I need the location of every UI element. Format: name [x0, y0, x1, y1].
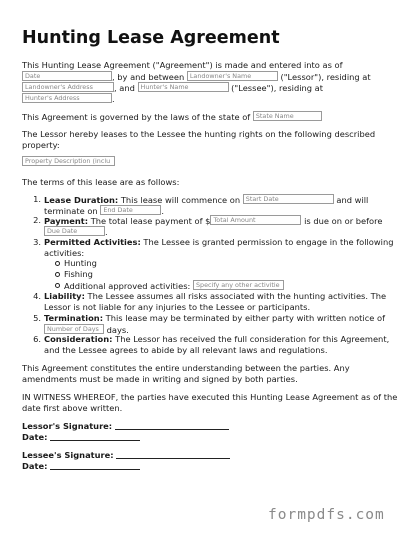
- term-text: The Lessee assumes all risks associated with the hunting activities. The: [87, 291, 387, 301]
- term-text: This lease will commence on: [120, 195, 241, 205]
- term-permitted-activities: [44, 237, 394, 248]
- bullet-icon: [55, 283, 60, 288]
- governing-text: This Agreement is governed by the laws of the state of: [22, 112, 251, 122]
- intro-line-4: [22, 93, 115, 105]
- end-date-field[interactable]: End Date: [100, 205, 161, 215]
- state-name-field[interactable]: State Name: [253, 111, 322, 121]
- lessor-date-row: [22, 432, 140, 443]
- intro-text: , and: [114, 83, 135, 93]
- bullet-icon: [55, 272, 60, 277]
- lessor-signature-line[interactable]: [115, 421, 229, 430]
- term-label: Lease Duration:: [44, 195, 119, 205]
- term-text: .: [161, 206, 164, 216]
- lessee-signature-row: [22, 450, 230, 461]
- intro-text: ("Lessor"), residing at: [280, 72, 371, 82]
- total-amount-field[interactable]: Total Amount: [210, 215, 301, 225]
- term-text: terminate on: [44, 206, 98, 216]
- lease-line-2: property:: [22, 140, 60, 150]
- term-termination: [44, 313, 385, 324]
- term-number: 2.: [33, 215, 41, 225]
- term-text: days.: [106, 325, 129, 335]
- term-text: and will: [336, 195, 369, 205]
- term-number: 1.: [33, 194, 41, 204]
- lessee-signature-label: Lessee's Signature:: [22, 450, 114, 460]
- term-text: The total lease payment of $: [90, 216, 211, 226]
- lessor-signature-row: [22, 421, 229, 432]
- term-label: Liability:: [44, 291, 85, 301]
- term-label: Termination:: [44, 313, 104, 323]
- hunter-address-field[interactable]: Hunter's Address: [22, 93, 112, 103]
- lessor-date-label: Date:: [22, 432, 48, 442]
- entire-agreement-line-1: This Agreement constitutes the entire understanding between the parties. Any: [22, 363, 350, 373]
- governing-law-line: [22, 111, 322, 123]
- term-number: 3.: [33, 237, 41, 247]
- activity-item: Fishing: [64, 269, 93, 279]
- term-text: is due on or before: [304, 216, 383, 226]
- term-text: .: [105, 227, 108, 237]
- lessor-signature-label: Lessor's Signature:: [22, 421, 113, 431]
- term-text: The Lessor has received the full consideration for this Agreement,: [115, 334, 390, 344]
- intro-text: ("Lessee"), residing at: [231, 83, 324, 93]
- bullet-icon: [55, 261, 60, 266]
- term-number: 4.: [33, 291, 41, 301]
- term-liability: [44, 291, 386, 302]
- property-line: [22, 156, 115, 168]
- activity-item: Additional approved activities:: [64, 281, 191, 291]
- start-date-field[interactable]: Start Date: [243, 194, 334, 204]
- witness-line-1: IN WITNESS WHEREOF, the parties have executed this Hunting Lease Agreement as of the: [22, 392, 398, 402]
- lessee-date-label: Date:: [22, 461, 48, 471]
- intro-text: , by and between: [112, 72, 185, 82]
- term-text: This lease may be terminated by either party with written notice of: [105, 313, 386, 323]
- property-description-field[interactable]: Property Description (inclu: [22, 156, 115, 166]
- term-number: 6.: [33, 334, 41, 344]
- other-activities-field[interactable]: Specify any other activitie: [193, 280, 284, 290]
- entire-agreement-line-2: amendments must be made in writing and signed by both parties.: [22, 374, 298, 384]
- agreement-date-field[interactable]: Date: [22, 71, 112, 81]
- intro-line-1: [22, 60, 343, 71]
- intro-text: This Hunting Lease Agreement ("Agreement") is made and entered into as of: [22, 60, 343, 70]
- term-text: and the Lessee agrees to abide by all relevant laws and regulations.: [44, 345, 328, 355]
- landowner-address-field[interactable]: Landowner's Address: [22, 82, 114, 92]
- intro-text: .: [112, 94, 115, 104]
- term-label: Consideration:: [44, 334, 113, 344]
- term-text: The Lessee is granted permission to engage in the following: [143, 237, 394, 247]
- lease-line-1: The Lessor hereby leases to the Lessee the hunting rights on the following described: [22, 129, 376, 139]
- watermark: formpdfs.com: [268, 507, 385, 523]
- lessee-date-row: [22, 461, 140, 472]
- terms-intro: The terms of this lease are as follows:: [22, 177, 180, 187]
- term-label: Payment:: [44, 216, 89, 226]
- due-date-field[interactable]: Due Date: [44, 226, 105, 236]
- landowner-name-field[interactable]: Landowner's Name: [187, 71, 278, 81]
- term-number: 5.: [33, 313, 41, 323]
- witness-line-2: date first above written.: [22, 403, 123, 413]
- hunter-name-field[interactable]: Hunter's Name: [138, 82, 229, 92]
- term-consideration: [44, 334, 389, 345]
- activity-item: Hunting: [64, 258, 97, 268]
- lessor-date-line[interactable]: [50, 432, 140, 441]
- lessee-signature-line[interactable]: [116, 450, 230, 459]
- number-of-days-field[interactable]: Number of Days: [44, 324, 104, 334]
- term-label: Permitted Activities:: [44, 237, 141, 247]
- term-text: activities:: [44, 248, 85, 258]
- lessee-date-line[interactable]: [50, 461, 140, 470]
- document-title: Hunting Lease Agreement: [22, 28, 280, 48]
- term-text: Lessor is not liable for any injuries to the Lessee or participants.: [44, 302, 311, 312]
